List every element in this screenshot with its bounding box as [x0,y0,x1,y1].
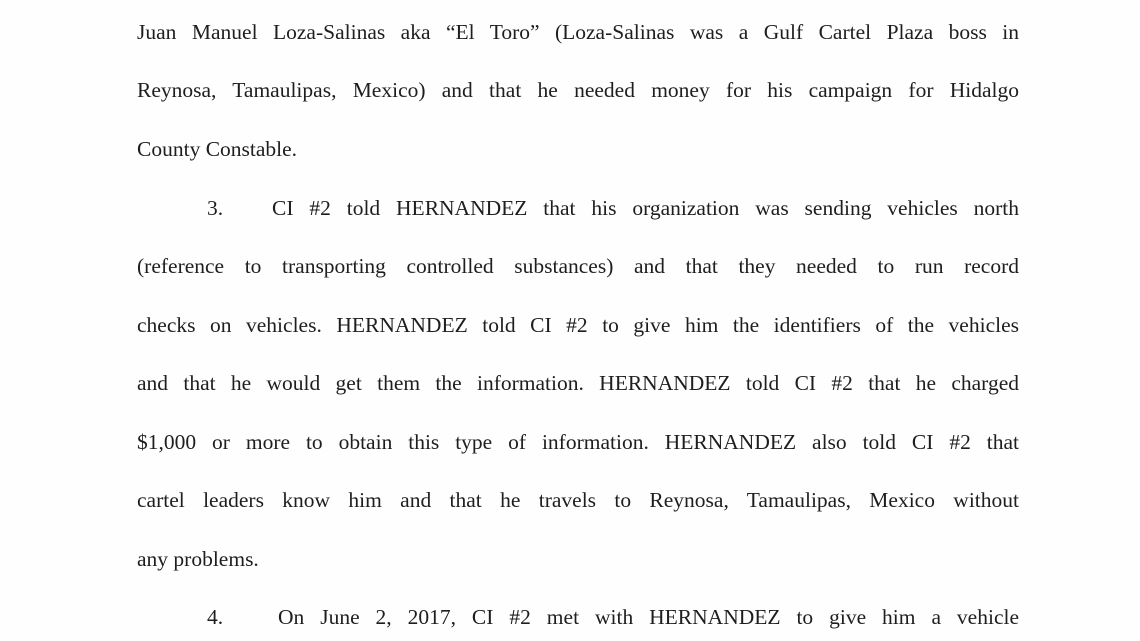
paragraph-number: 3. [207,196,224,220]
text-line: On June 2, 2017, CI #2 met with HERNANDEZ to give him a vehicle [278,605,1019,629]
text-line: (reference to transporting controlled substances) and that they needed to run record [137,254,1019,278]
text-line: checks on vehicles. HERNANDEZ told CI #2 to give him the identifiers of the vehicles [137,313,1019,337]
text-line: Juan Manuel Loza-Salinas aka “El Toro” (Loza-Salinas was a Gulf Cartel Plaza boss in [137,20,1019,44]
text-line: CI #2 told HERNANDEZ that his organization was sending vehicles north [272,196,1019,220]
paragraph-number: 4. [207,605,224,629]
text-line: Reynosa, Tamaulipas, Mexico) and that he needed money for his campaign for Hidalgo [137,78,1019,102]
text-line: and that he would get them the information. HERNANDEZ told CI #2 that he charged [137,371,1019,395]
text-line: any problems. [137,547,259,571]
text-line: $1,000 or more to obtain this type of information. HERNANDEZ also told CI #2 that [137,430,1019,454]
text-line: County Constable. [137,137,298,161]
text-line: cartel leaders know him and that he travels to Reynosa, Tamaulipas, Mexico without [137,488,1019,512]
